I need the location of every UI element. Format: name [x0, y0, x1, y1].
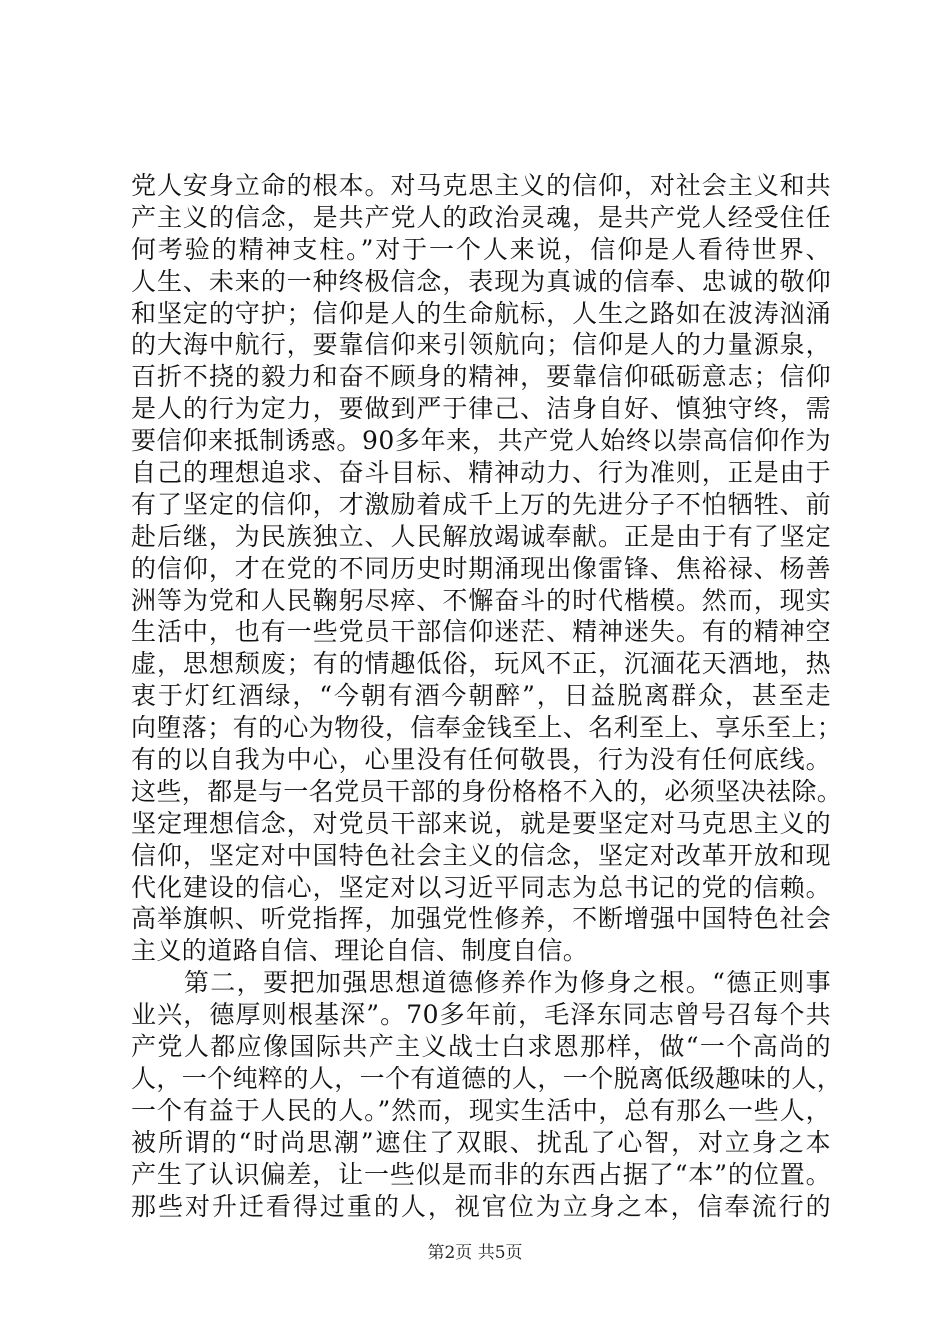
text-line: 被所谓的“时尚思潮”遮住了双眼、扰乱了心智，对立身之本	[131, 1127, 831, 1157]
text-line: 赴后继，为民族独立、人民解放竭诚奉献。正是由于有了坚定	[131, 521, 831, 551]
text-line: 一个有益于人民的人。”然而，现实生活中，总有那么一些人，	[131, 1095, 831, 1125]
text-line: 这些，都是与一名党员干部的身份格格不入的，必须坚决祛除。	[131, 776, 843, 806]
text-line: 产党人都应像国际共产主义战士白求恩那样，做“一个高尚的	[131, 1032, 831, 1062]
text-line: 有的以自我为中心，心里没有任何敬畏，行为没有任何底线。	[131, 745, 831, 775]
page-footer: 第2页 共5页	[427, 1243, 523, 1263]
text-line: 衷于灯红酒绿，“今朝有酒今朝醉”，日益脱离群众，甚至走	[131, 681, 831, 711]
text-line: 高举旗帜、听党指挥，加强党性修养，不断增强中国特色社会	[131, 904, 831, 934]
text-line: 信仰，坚定对中国特色社会主义的信念，坚定对改革开放和现	[131, 840, 831, 870]
text-line: 有了坚定的信仰，才激励着成千上万的先进分子不怕牺牲、前	[131, 489, 831, 519]
text-line: 主义的道路自信、理论自信、制度自信。	[131, 936, 589, 966]
text-line: 第二，要把加强思想道德修养作为修身之根。“德正则事	[131, 968, 831, 998]
text-line: 人生、未来的一种终极信念，表现为真诚的信奉、忠诚的敬仰	[131, 266, 831, 296]
text-line: 人，一个纯粹的人，一个有道德的人，一个脱离低级趣味的人，	[131, 1063, 843, 1093]
text-line: 产主义的信念，是共产党人的政治灵魂，是共产党人经受住任	[131, 202, 831, 232]
text-line: 党人安身立命的根本。对马克思主义的信仰，对社会主义和共	[131, 171, 831, 200]
body-text	[131, 170, 843, 1222]
text-line: 何考验的精神支柱。”对于一个人来说，信仰是人看待世界、	[131, 234, 831, 264]
text-line: 是人的行为定力，要做到严于律己、洁身自好、慎独守终，需	[131, 394, 831, 424]
text-line: 向堕落；有的心为物役，信奉金钱至上、名利至上、享乐至上；	[131, 713, 843, 743]
text-line: 洲等为党和人民鞠躬尽瘁、不懈奋斗的时代楷模。然而，现实	[131, 585, 831, 615]
text-line: 的信仰，才在党的不同历史时期涌现出像雷锋、焦裕禄、杨善	[131, 553, 831, 583]
text-line: 虚，思想颓废；有的情趣低俗，玩风不正，沉湎花天酒地，热	[131, 649, 831, 679]
text-line: 生活中，也有一些党员干部信仰迷茫、精神迷失。有的精神空	[131, 617, 831, 647]
text-line: 自己的理想追求、奋斗目标、精神动力、行为准则，正是由于	[131, 458, 831, 488]
text-line: 业兴，德厚则根基深”。70多年前，毛泽东同志曾号召每个共	[131, 1000, 831, 1030]
text-line: 那些对升迁看得过重的人，视官位为立身之本，信奉流行的	[131, 1191, 831, 1221]
text-line: 的大海中航行，要靠信仰来引领航向；信仰是人的力量源泉，	[131, 330, 831, 360]
text-line: 百折不挠的毅力和奋不顾身的精神，要靠信仰砥砺意志；信仰	[131, 362, 831, 392]
text-line: 和坚定的守护；信仰是人的生命航标，人生之路如在波涛汹涌	[131, 298, 831, 328]
text-line: 产生了认识偏差，让一些似是而非的东西占据了“本”的位置。	[131, 1159, 831, 1189]
text-line: 坚定理想信念，对党员干部来说，就是要坚定对马克思主义的	[131, 808, 831, 838]
text-line: 代化建设的信心，坚定对以习近平同志为总书记的党的信赖。	[131, 872, 831, 902]
text-line: 要信仰来抵制诱惑。90多年来，共产党人始终以崇高信仰作为	[131, 426, 831, 456]
